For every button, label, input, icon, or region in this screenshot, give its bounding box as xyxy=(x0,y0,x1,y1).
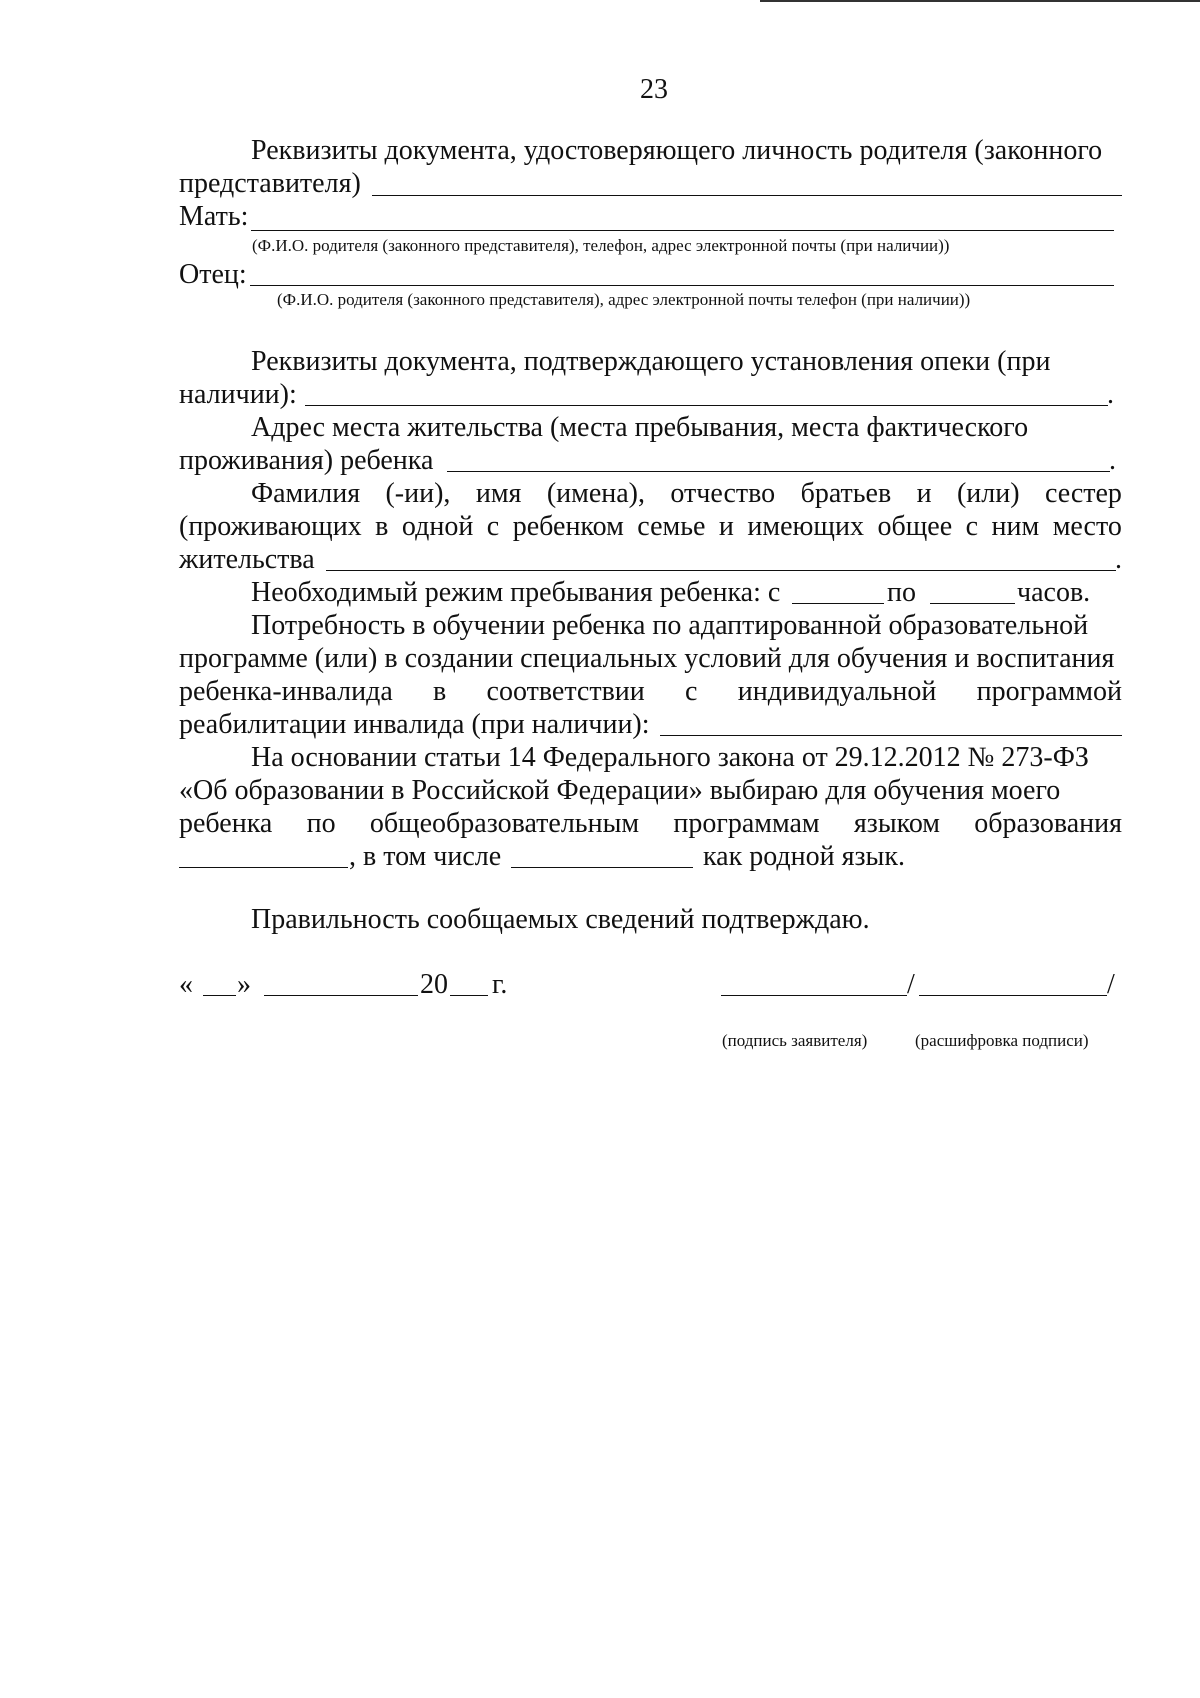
siblings-word: имя xyxy=(475,478,522,509)
siblings-word: имеющих xyxy=(747,511,864,542)
regime-from-field[interactable] xyxy=(792,603,884,604)
needs-word: ребенка-инвалида xyxy=(179,676,393,707)
language-word: общеобразовательным xyxy=(369,808,640,839)
siblings-word: братьев xyxy=(800,478,892,509)
native-language-field[interactable] xyxy=(511,867,693,868)
confirm-text: Правильность сообщаемых сведений подтверждаю. xyxy=(251,904,870,935)
parent-doc-line1: Реквизиты документа, удостоверяющего личность родителя (законного xyxy=(251,135,1103,166)
date-year-field[interactable] xyxy=(450,995,488,996)
guardianship-field[interactable] xyxy=(305,405,1108,406)
mother-label: Мать: xyxy=(179,201,249,232)
siblings-field[interactable] xyxy=(326,570,1116,571)
language-line4-end: как родной язык. xyxy=(703,841,905,872)
signature-slash-2: / xyxy=(1107,969,1115,1000)
needs-line4: реабилитации инвалида (при наличии): xyxy=(179,709,650,740)
mother-field[interactable] xyxy=(251,230,1114,231)
siblings-word: и xyxy=(916,478,932,509)
siblings-word: отчество xyxy=(670,478,776,509)
date-year-suffix: г. xyxy=(492,969,508,1000)
needs-word: соответствии xyxy=(486,676,645,707)
siblings-word: ним xyxy=(991,511,1040,542)
guardianship-end: . xyxy=(1107,379,1114,410)
siblings-word: (-ии), xyxy=(385,478,451,509)
siblings-line1 xyxy=(251,480,1122,508)
address-field[interactable] xyxy=(447,471,1110,472)
date-year-prefix: 20 xyxy=(420,969,448,1000)
siblings-line2 xyxy=(179,513,1122,541)
address-line1: Адрес места жительства (места пребывания, места фактического xyxy=(251,412,1029,443)
needs-word: с xyxy=(685,676,698,707)
siblings-word: в xyxy=(375,511,389,542)
date-close-quote: » xyxy=(237,969,251,1000)
needs-word: программой xyxy=(976,676,1122,707)
language-word: языком xyxy=(853,808,941,839)
language-word: программам xyxy=(673,808,820,839)
father-caption: (Ф.И.О. родителя (законного представителя), адрес электронной почты телефон (при наличии)) xyxy=(277,290,971,309)
father-field[interactable] xyxy=(250,285,1114,286)
regime-suffix: часов. xyxy=(1017,577,1091,608)
language-word: ребенка xyxy=(179,808,273,839)
needs-line2: программе (или) в создании специальных условий для обучения и воспитания xyxy=(179,643,1115,674)
language-word: по xyxy=(306,808,336,839)
parent-doc-field[interactable] xyxy=(372,195,1122,196)
siblings-word: сестер xyxy=(1044,478,1122,509)
needs-field[interactable] xyxy=(660,735,1122,736)
siblings-word: ребенком xyxy=(512,511,624,542)
needs-word: индивидуальной xyxy=(737,676,937,707)
siblings-word: одной xyxy=(401,511,474,542)
address-line2: проживания) ребенка xyxy=(179,445,434,476)
siblings-word: с xyxy=(486,511,500,542)
siblings-word: и xyxy=(718,511,734,542)
siblings-word: Фамилия xyxy=(251,478,361,509)
guardianship-line1: Реквизиты документа, подтверждающего установления опеки (при xyxy=(251,346,1051,377)
date-day-field[interactable] xyxy=(203,995,236,996)
language-line2: «Об образовании в Российской Федерации» выбираю для обучения моего xyxy=(179,775,1061,806)
siblings-word: (имена), xyxy=(546,478,646,509)
language-field[interactable] xyxy=(179,867,348,868)
siblings-word: место xyxy=(1052,511,1122,542)
regime-to-field[interactable] xyxy=(930,603,1015,604)
regime-middle: по xyxy=(887,577,916,608)
page-number: 23 xyxy=(640,74,668,105)
signature-decoding-field[interactable] xyxy=(919,995,1107,996)
parent-doc-line2: представителя) xyxy=(179,168,361,199)
signature-slash-1: / xyxy=(907,969,915,1000)
siblings-line3: жительства xyxy=(179,544,315,575)
regime-prefix: Необходимый режим пребывания ребенка: с xyxy=(251,577,781,608)
language-line4-mid: , в том числе xyxy=(349,841,502,872)
date-open-quote: « xyxy=(179,969,193,1000)
language-line1: На основании статьи 14 Федерального закона от 29.12.2012 № 273-ФЗ xyxy=(251,742,1089,773)
date-month-field[interactable] xyxy=(264,995,418,996)
mother-caption: (Ф.И.О. родителя (законного представителя), телефон, адрес электронной почты (при наличии)) xyxy=(252,236,950,255)
signature-field[interactable] xyxy=(721,995,907,996)
father-label: Отец: xyxy=(179,259,247,290)
scan-edge-line xyxy=(760,0,1200,2)
guardianship-line2: наличии): xyxy=(179,379,297,410)
language-line3 xyxy=(179,810,1122,838)
siblings-word: (проживающих xyxy=(179,511,362,542)
address-end: . xyxy=(1109,445,1116,476)
siblings-word: семье xyxy=(637,511,706,542)
siblings-word: с xyxy=(965,511,979,542)
language-word: образования xyxy=(974,808,1122,839)
signature-decoding-caption: (расшифровка подписи) xyxy=(915,1031,1089,1050)
needs-line1: Потребность в обучении ребенка по адаптированной образовательной xyxy=(251,610,1089,641)
siblings-word: общее xyxy=(877,511,953,542)
siblings-end: . xyxy=(1115,544,1122,575)
siblings-word: (или) xyxy=(956,478,1020,509)
needs-word: в xyxy=(433,676,447,707)
signature-caption: (подпись заявителя) xyxy=(722,1031,868,1050)
needs-line3 xyxy=(179,678,1122,706)
